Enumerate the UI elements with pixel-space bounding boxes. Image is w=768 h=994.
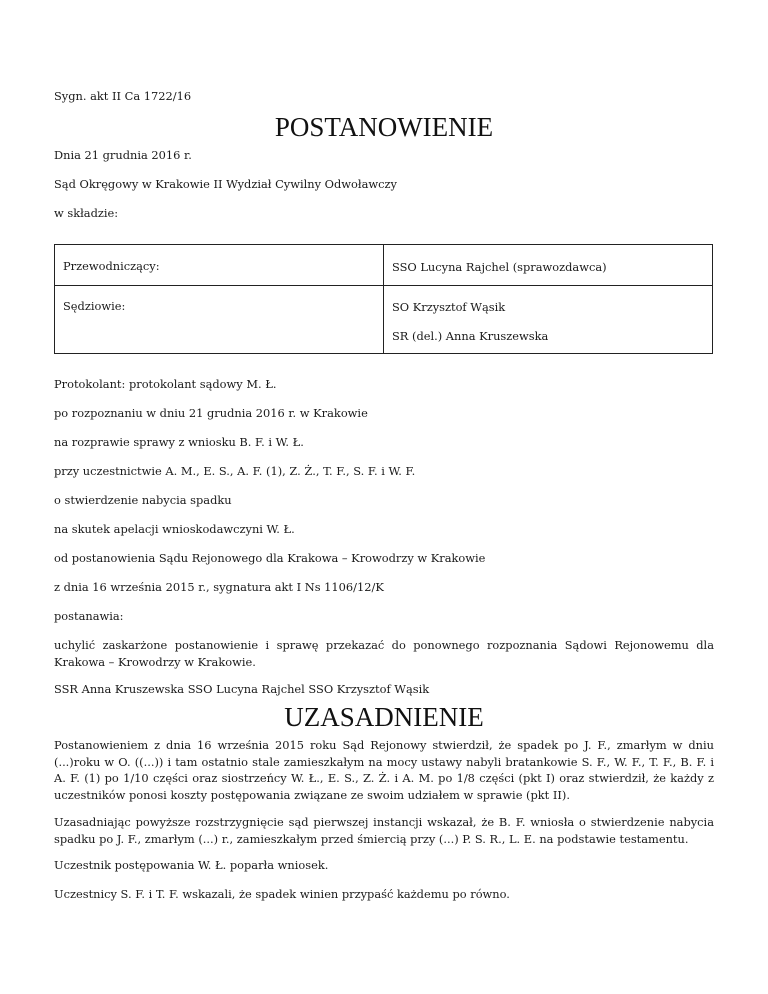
bench-role: Przewodniczący:: [55, 245, 384, 286]
bench-names: [384, 286, 713, 354]
document-title: POSTANOWIENIE: [274, 112, 494, 142]
body-line: Protokolant: protokolant sądowy M. Ł.: [54, 377, 277, 391]
date-line: Dnia 21 grudnia 2016 r.: [54, 148, 192, 162]
signatures-line: SSR Anna Kruszewska SSO Lucyna Rajchel SSO Krzysztof Wąsik: [54, 682, 430, 696]
bench-row-judges: [55, 286, 713, 354]
bench-table: [54, 244, 713, 354]
justification-paragraph: Postanowieniem z dnia 16 września 2015 roku Sąd Rejonowy stwierdził, że spadek po J. F., zmarłym w dniu (...)roku w O. ((...)) i tam ostatnio stale zamieszkałym na mocy ustawy nabyli bratankowie S. F., W. F., T. F., B. F. i A. F. (1) po 1/10 części oraz siostrzeńcy W. Ł., E. S., Z. Ż. i A. M. po 1/8 części (pkt I) oraz stwierdził, że każdy z uczestników ponosi koszty postępowania związane ze swoim udziałem w sprawie (pkt II).: [54, 738, 714, 802]
bench-row-chair: [55, 245, 713, 286]
body-line: na rozprawie sprawy z wniosku B. F. i W. Ł.: [54, 435, 304, 449]
justification-paragraph: Uzasadniając powyższe rozstrzygnięcie sąd pierwszej instancji wskazał, że B. F. wniosła o stwierdzenie nabycia spadku po J. F., zmarłym (...) r., zamieszkałym przed śmiercią przy (...) P. S. R., L. E. na podstawie testamentu.: [54, 815, 714, 846]
body-line: postanawia:: [54, 609, 124, 623]
bench-name: SO Krzysztof Wąsik: [392, 300, 506, 314]
bench-name: SR (del.) Anna Kruszewska: [392, 329, 549, 343]
bench-role: Sędziowie:: [55, 286, 384, 354]
ruling-text: uchylić zaskarżone postanowienie i sprawę przekazać do ponownego rozpoznania Sądowi Rejonowemu dla Krakowa – Krowodrzy w Krakowie.: [54, 638, 714, 669]
body-line: od postanowienia Sądu Rejonowego dla Krakowa – Krowodrzy w Krakowie: [54, 551, 486, 565]
body-line: z dnia 16 września 2015 r., sygnatura akt I Ns 1106/12/K: [54, 580, 384, 594]
bench-name: SSO Lucyna Rajchel (sprawozdawca): [392, 260, 607, 274]
body-line: o stwierdzenie nabycia spadku: [54, 493, 232, 507]
court-line: Sąd Okręgowy w Krakowie II Wydział Cywilny Odwoławczy: [54, 177, 397, 191]
justification-paragraph: Uczestnik postępowania W. Ł. poparła wniosek.: [54, 858, 329, 872]
justification-title: UZASADNIENIE: [284, 702, 484, 732]
bench-names: [384, 245, 713, 286]
body-line: po rozpoznaniu w dniu 21 grudnia 2016 r. w Krakowie: [54, 406, 368, 420]
composition-line: w składzie:: [54, 206, 119, 220]
body-line: przy uczestnictwie A. M., E. S., A. F. (1), Z. Ż., T. F., S. F. i W. F.: [54, 464, 416, 478]
body-line: na skutek apelacji wnioskodawczyni W. Ł.: [54, 522, 295, 536]
case-signature: Sygn. akt II Ca 1722/16: [54, 89, 192, 103]
justification-paragraph: Uczestnicy S. F. i T. F. wskazali, że spadek winien przypaść każdemu po równo.: [54, 887, 510, 901]
